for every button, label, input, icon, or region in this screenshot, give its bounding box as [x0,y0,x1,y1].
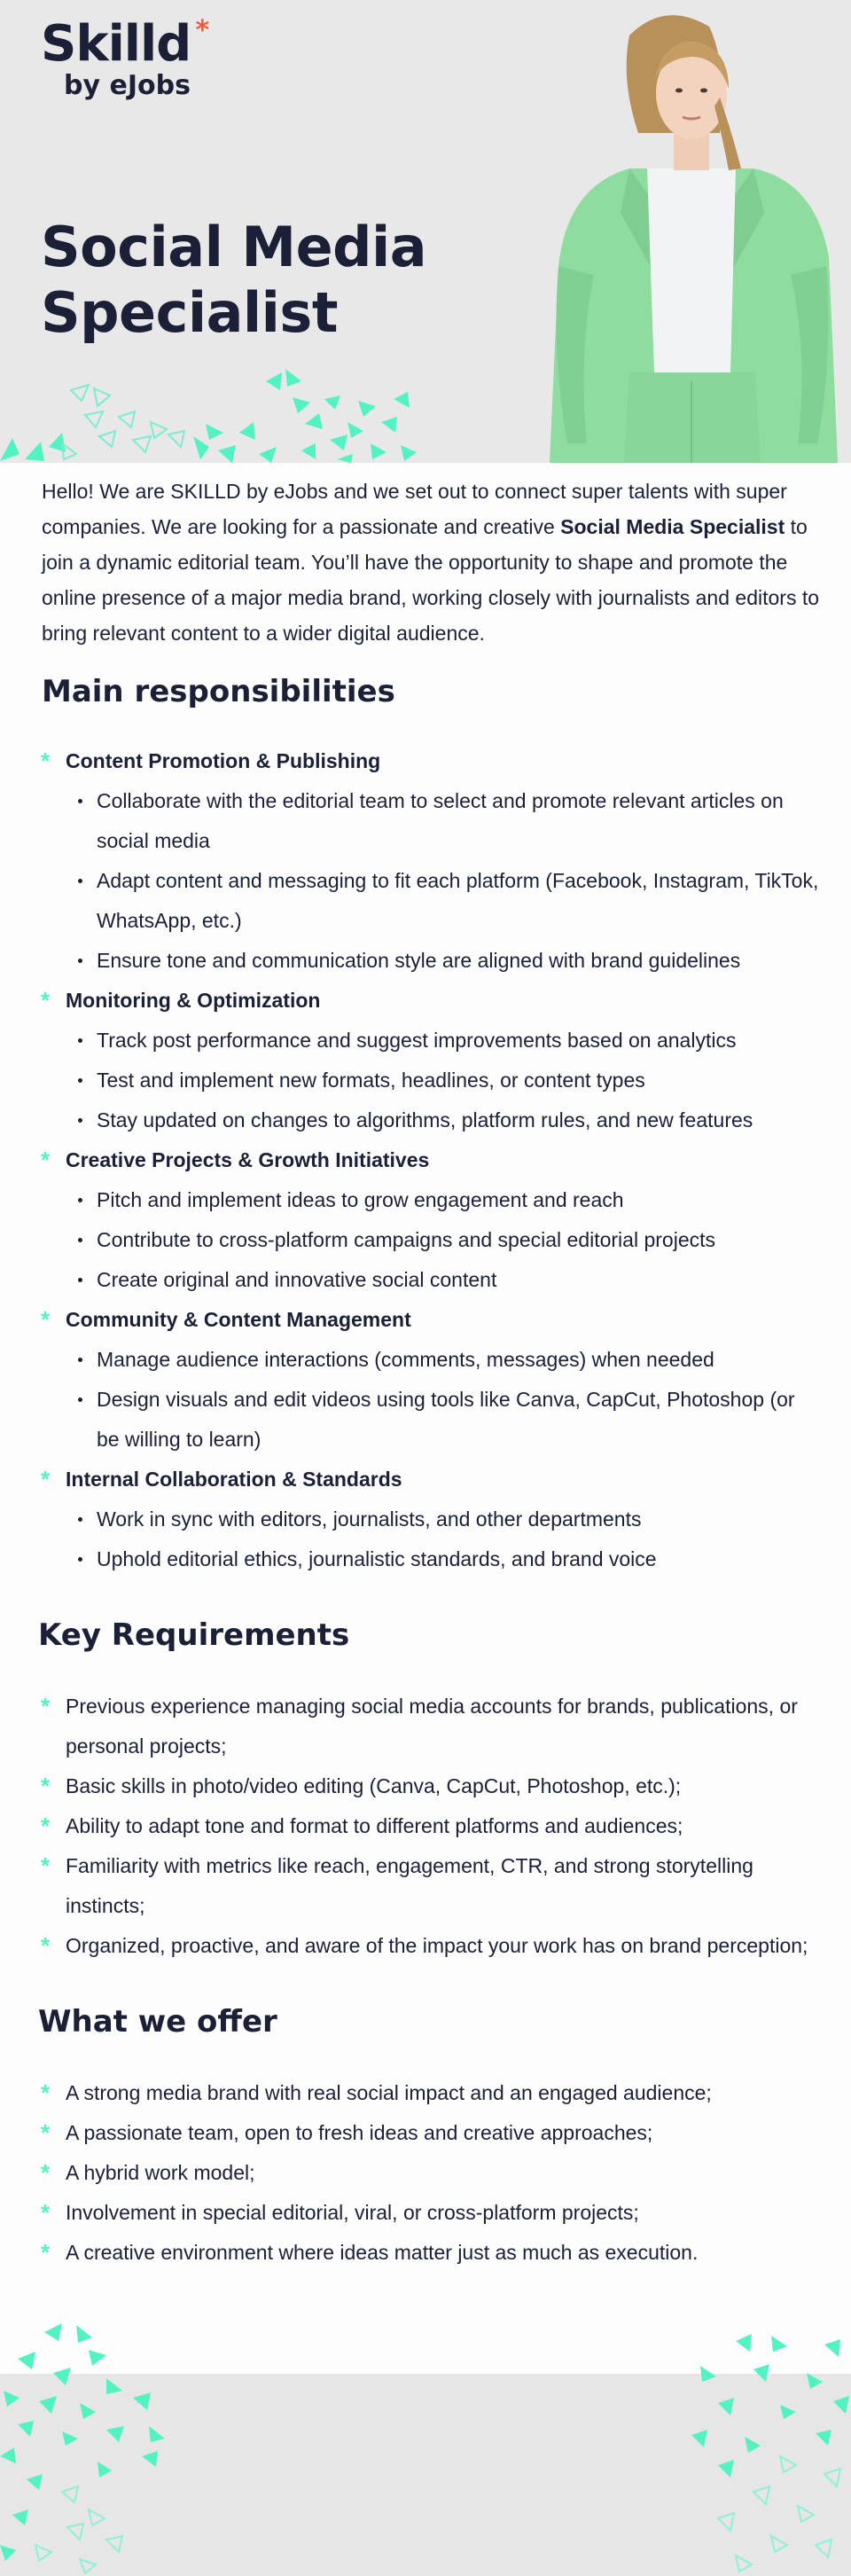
list-item [41,1061,839,1100]
list-item-text: Manage audience interactions (comments, messages) when needed [97,1348,714,1371]
asterisk-bullet-icon: * [41,1693,51,1719]
list-item [41,1539,839,1579]
list-item-text: Work in sync with editors, journalists, and other departments [97,1507,642,1531]
group-heading-text: Content Promotion & Publishing [66,749,381,772]
list-item [41,941,839,981]
list-item-text: Create original and innovative social content [97,1268,497,1291]
list-item [41,781,839,861]
list-item [41,1180,839,1220]
offer-item [41,2073,821,2113]
list-item-text: Test and implement new formats, headlines, or content types [97,1069,645,1092]
requirement-text: Ability to adapt tone and format to different platforms and audiences; [66,1814,683,1837]
offer-list [41,2073,821,2273]
group-heading [41,981,839,1021]
group-heading [41,1460,839,1499]
group-items [41,1340,839,1460]
page-title: Social Media Specialist [41,215,427,345]
list-item [41,1021,839,1061]
list-item-text: Ensure tone and communication style are aligned with brand guidelines [97,949,741,972]
requirement-text: Previous experience managing social media accounts for brands, publications, or personal projects; [66,1695,798,1758]
bullet-dot-icon [78,879,82,883]
requirement-text: Basic skills in photo/video editing (Canva, CapCut, Photoshop, etc.); [66,1774,682,1797]
requirement-text: Familiarity with metrics like reach, engagement, CTR, and strong storytelling instincts; [66,1854,753,1917]
asterisk-bullet-icon: * [41,1773,51,1799]
requirements-list [41,1687,821,1966]
offer-text: A passionate team, open to fresh ideas and creative approaches; [66,2121,653,2144]
skilld-logo [41,15,209,101]
list-item-text: Adapt content and messaging to fit each platform (Facebook, Instagram, TikTok, WhatsApp, etc.) [97,869,819,932]
responsibility-group [41,981,839,1140]
asterisk-bullet-icon: * [41,1813,51,1839]
bullet-dot-icon [78,1278,82,1282]
bullet-dot-icon [78,1517,82,1522]
intro-paragraph [42,474,831,651]
requirement-item [41,1766,821,1806]
offer-item [41,2193,821,2233]
list-item-text: Collaborate with the editorial team to select and promote relevant articles on social media [97,789,784,852]
bullet-dot-icon [78,1557,82,1562]
bullet-dot-icon [78,799,82,803]
asterisk-bullet-icon: * [41,1852,51,1879]
list-item [41,1499,839,1539]
intro-text-start: Hello! We are SKILLD by eJobs and we set out to connect super talents with super companies. We are looking for a passionate and creative [42,480,787,538]
group-heading [41,1140,839,1180]
offer-text: A hybrid work model; [66,2161,255,2184]
group-heading [41,1300,839,1340]
requirement-item [41,1687,821,1766]
footer-triangle-decoration-left [0,2306,195,2576]
footer-triangle-decoration-right [683,2323,851,2576]
group-items [41,1499,839,1579]
list-item-text: Contribute to cross-platform campaigns and special editorial projects [97,1228,715,1251]
offer-item [41,2153,821,2193]
bullet-dot-icon [78,1078,82,1083]
group-items [41,1021,839,1140]
asterisk-bullet-icon: * [41,2239,51,2266]
responsibility-group [41,1140,839,1300]
offer-text: A creative environment where ideas matter just as much as execution. [66,2241,699,2264]
offer-text: Involvement in special editorial, viral, or cross-platform projects; [66,2201,639,2224]
requirement-item [41,1806,821,1846]
list-item-text: Uphold editorial ethics, journalistic standards, and brand voice [97,1547,657,1570]
list-item [41,861,839,941]
list-item-text: Track post performance and suggest improvements based on analytics [97,1029,737,1052]
asterisk-bullet-icon: * [41,1147,51,1173]
group-heading-text: Creative Projects & Growth Initiatives [66,1148,430,1171]
list-item-text: Stay updated on changes to algorithms, platform rules, and new features [97,1108,753,1131]
offer-item [41,2233,821,2273]
person-photo [532,0,851,463]
bullet-dot-icon [78,1238,82,1242]
hero-banner [0,0,851,463]
asterisk-bullet-icon: * [41,1306,51,1333]
list-item [41,1340,839,1380]
responsibilities-heading: Main responsibilities [42,674,395,709]
offer-heading: What we offer [38,2004,277,2040]
list-item [41,1380,839,1460]
asterisk-bullet-icon: * [41,2159,51,2186]
list-item [41,1260,839,1300]
asterisk-bullet-icon: * [41,987,51,1014]
list-item [41,1100,839,1140]
group-heading [41,741,839,781]
group-heading-text: Internal Collaboration & Standards [66,1468,402,1491]
responsibilities-list [41,741,839,1579]
bullet-dot-icon [78,1118,82,1123]
bullet-dot-icon [78,1358,82,1362]
bullet-dot-icon [78,1198,82,1202]
group-items [41,781,839,981]
logo-star-icon: * [195,15,209,46]
logo-main-text: Skilld [41,15,191,73]
logo-wordmark [41,15,209,73]
group-items [41,1180,839,1300]
intro-highlight: Social Media Specialist [560,515,785,538]
list-item-text: Design visuals and edit videos using tools like Canva, CapCut, Photoshop (or be willing to learn) [97,1388,795,1451]
intro-text-end: to join a dynamic editorial team. You’ll have the opportunity to shape and promote the online presence of a major media brand, working closely with journalists and editors to bring relevant content to a wider digital audience. [42,515,820,645]
responsibility-group [41,741,839,981]
logo-subtitle: by eJobs [64,70,191,101]
responsibility-group [41,1300,839,1460]
offer-text: A strong media brand with real social impact and an engaged audience; [66,2081,712,2104]
offer-item [41,2113,821,2153]
asterisk-bullet-icon: * [41,1466,51,1492]
requirement-text: Organized, proactive, and aware of the impact your work has on brand perception; [66,1934,808,1957]
requirements-heading: Key Requirements [38,1617,350,1653]
asterisk-bullet-icon: * [41,748,51,774]
asterisk-bullet-icon: * [41,2079,51,2106]
bullet-dot-icon [78,959,82,963]
bullet-dot-icon [78,1038,82,1043]
asterisk-bullet-icon: * [41,2119,51,2146]
requirement-item [41,1846,821,1926]
group-heading-text: Monitoring & Optimization [66,989,321,1012]
asterisk-bullet-icon: * [41,1932,51,1959]
responsibility-group [41,1460,839,1579]
triangle-pattern-decoration [0,355,426,463]
requirement-item [41,1926,821,1966]
group-heading-text: Community & Content Management [66,1308,411,1331]
list-item [41,1220,839,1260]
bullet-dot-icon [78,1398,82,1402]
list-item-text: Pitch and implement ideas to grow engagement and reach [97,1188,624,1211]
asterisk-bullet-icon: * [41,2199,51,2226]
